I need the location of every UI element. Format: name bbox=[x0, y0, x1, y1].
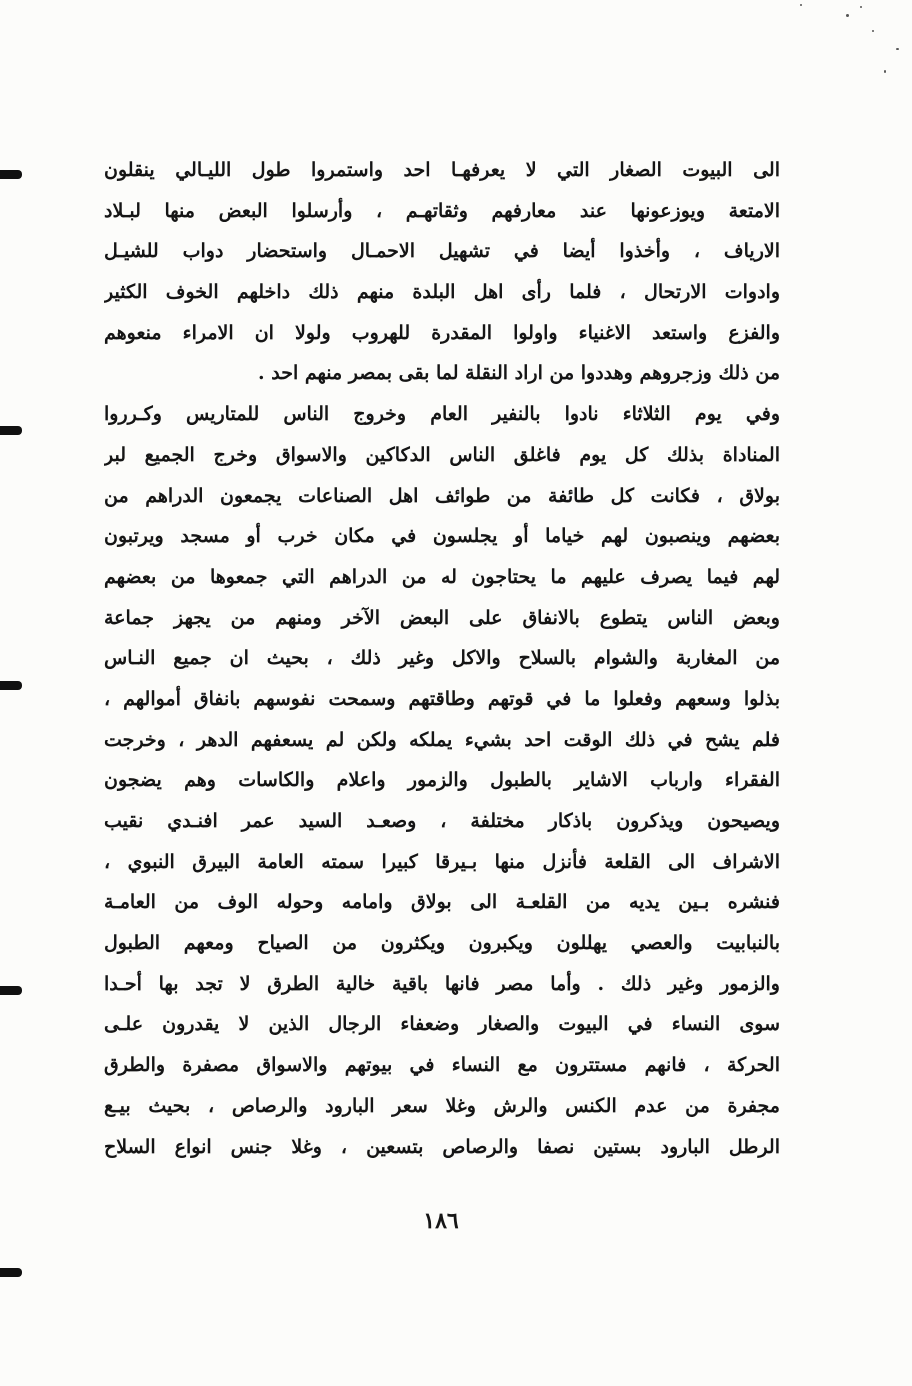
binding-mark bbox=[0, 426, 22, 435]
text-line: وفي يوم الثلاثاء نادوا بالنفير العام وخروج الناس للمتاريس وكـرروا bbox=[104, 403, 780, 426]
text-line: المناداة بذلك كل يوم فاغلق الناس الدكاكين والاسواق وخرج الجميع لبر bbox=[104, 443, 780, 466]
scan-speck bbox=[860, 6, 862, 8]
text-line: بولاق ، فكانت كل طائفة من طوائف اهل الصناعات يجمعون الدراهم من bbox=[104, 484, 780, 507]
text-line: فلم يشح في ذلك الوقت احد بشيء يملكه ولكن لم يسعفهم الدهر ، وخرجت bbox=[104, 728, 780, 751]
text-line: الى البيوت الصغار التي لا يعرفهـا احد واستمروا طول الليـالي ينقلون bbox=[104, 159, 780, 181]
binding-mark bbox=[0, 986, 22, 995]
scan-speck bbox=[884, 70, 886, 73]
text-line: وبعض الناس يتطوع بالانفاق على البعض الآخر ومنهم من يجهز جماعة bbox=[104, 606, 780, 629]
text-line: بعضهم وينصبون لهم خياما أو يجلسون في مكان خرب أو مسجد ويرتبون bbox=[104, 525, 780, 548]
text-line: بالنبابيت والعصي يهللون ويكبرون ويكثرون من الصياح ومعهم الطبول bbox=[104, 932, 780, 955]
text-line: لهم فيما يصرف عليهم ما يحتاجون له من الدراهم التي جمعوها من بعضهم bbox=[104, 565, 780, 588]
text-line: ويصيحون ويذكرون باذكار مختلفة ، وصعـد السيد عمر افنـدي نقيب bbox=[104, 810, 780, 832]
text-line: من المغاربة والشوام بالسلاح والاكل وغير ذلك ، بحيث ان جميع النـاس bbox=[104, 647, 780, 670]
text-line: الحركة ، فانهم مستترون مع النساء في بيوتهم والاسواق مصفرة والطرق bbox=[104, 1054, 780, 1077]
text-line: بذلوا وسعهم وفعلوا ما في قوتهم وطاقتهم وسمحت نفوسهم بانفاق أموالهم ، bbox=[104, 687, 780, 710]
text-line: الفقراء وارباب الاشاير بالطبول والزمور واعلام والكاسات وهم يضجون bbox=[104, 769, 780, 792]
page-number: ١٨٦ bbox=[423, 1208, 459, 1234]
text-line: سوى النساء في البيوت والصغار وضعفاء الرجال الذين لا يقدرون علـى bbox=[104, 1013, 780, 1036]
text-line: الارياف ، وأخذوا أيضا في تشهيل الاحمـال واستحضار دواب للشيـل bbox=[104, 240, 780, 263]
text-line: فنشره بـين يديه من القلعـة الى بولاق وامامه وحوله الوف من العامـة bbox=[104, 891, 780, 914]
text-line: والفزع واستعد الاغنياء واولوا المقدرة للهروب ولولا ان الامراء منعوهم bbox=[104, 321, 780, 344]
binding-mark bbox=[0, 1268, 22, 1277]
text-line: مجفرة من عدم الكنس والرش وغلا سعر البارود والرصاص ، بحيث بيـع bbox=[104, 1094, 780, 1117]
scan-speck bbox=[872, 30, 874, 32]
text-line: الاشراف الى القلعة فأنزل منها بـيرقا كبيرا سمته العامة البيرق النبوي ، bbox=[104, 850, 780, 873]
text-line: الرطل البارود بستين نصفا والرصاص بتسعين ، وغلا جنس انواع السلاح bbox=[104, 1135, 780, 1158]
text-line: الامتعة ويوزعونها عند معارفهم وثقاتهـم ، وأرسلوا البعض منها لبـلاد bbox=[104, 199, 780, 222]
text-line: والزمور وغير ذلك . وأما مصر فانها باقية خالية الطرق لا تجد بها أحـدا bbox=[104, 972, 780, 995]
scan-speck bbox=[846, 14, 849, 17]
binding-mark bbox=[0, 681, 22, 690]
binding-mark bbox=[0, 170, 22, 179]
text-line: من ذلك وزجروهم وهددوا من اراد النقلة لما بقى بمصر منهم احد . bbox=[258, 362, 780, 385]
text-line: وادوات الارتحال ، فلما رأى اهل البلدة منهم ذلك داخلهم الخوف الكثير bbox=[104, 281, 780, 304]
body-text bbox=[104, 150, 780, 1167]
scan-speck bbox=[896, 48, 899, 50]
scan-speck bbox=[800, 4, 802, 6]
